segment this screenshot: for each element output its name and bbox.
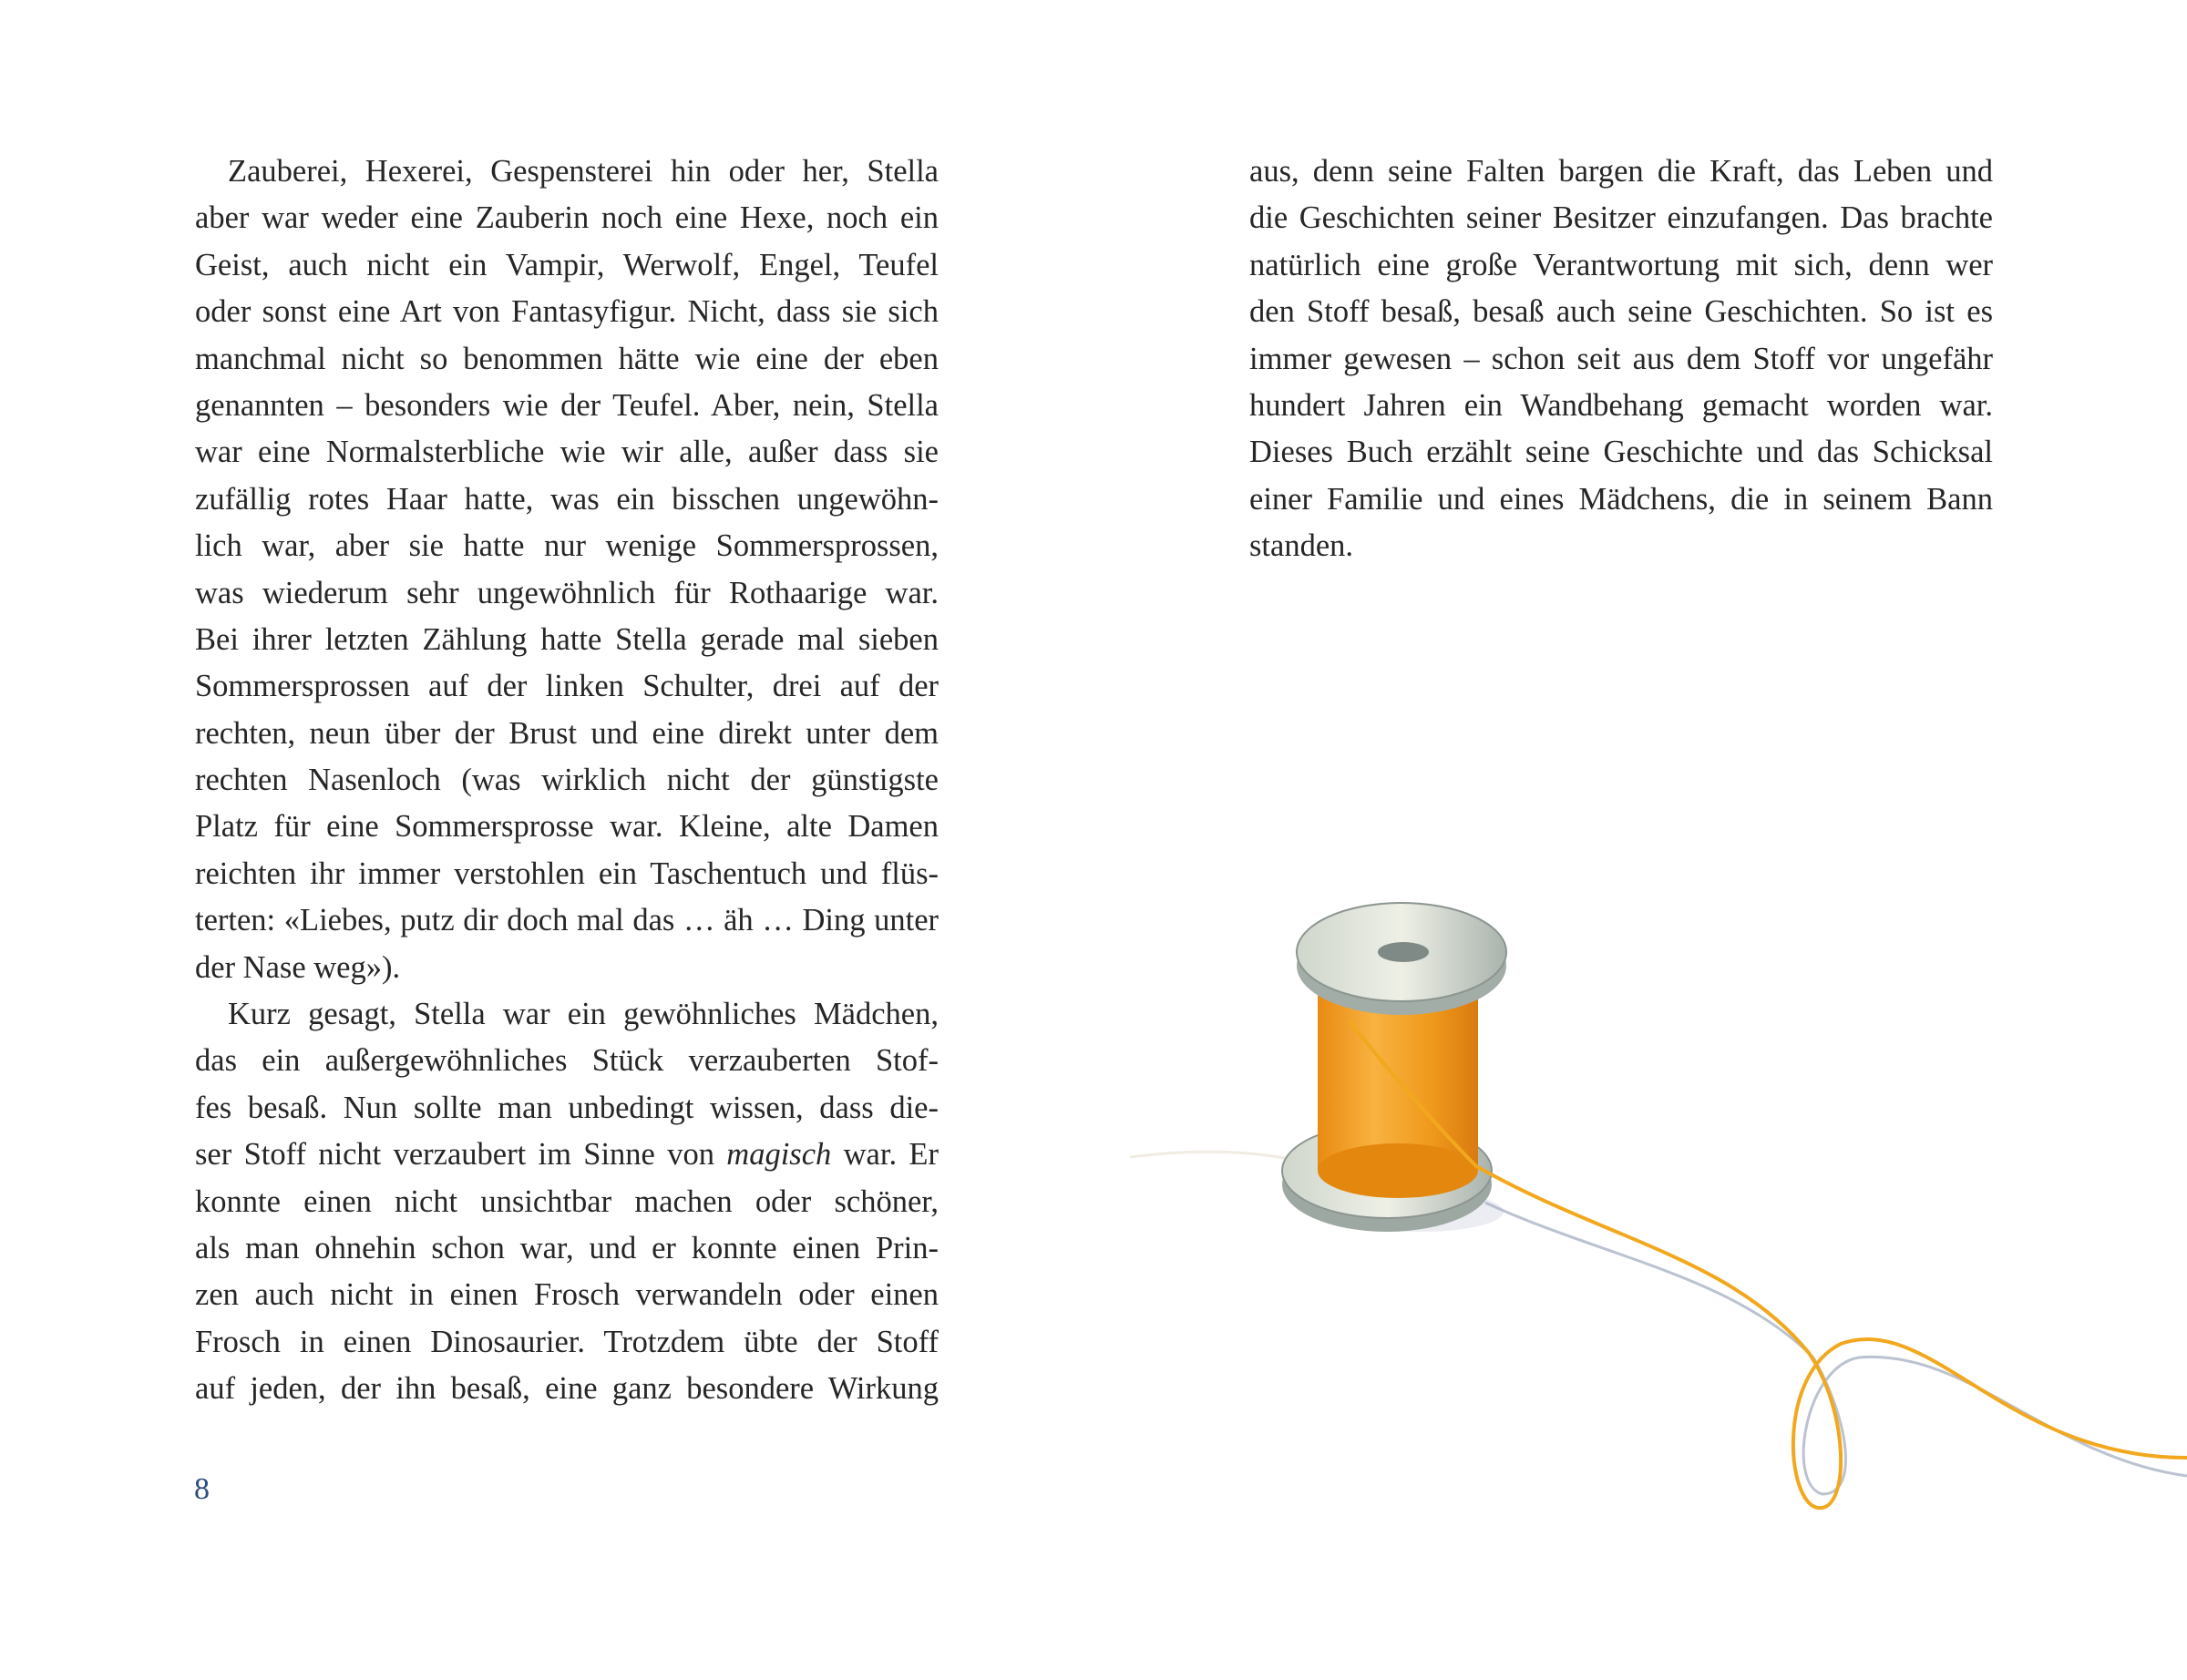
text-line: aus, denn seine Falten bargen die Kraft, das Leben und: [1249, 154, 1993, 189]
text-line: rechten Nasenloch (was wirklich nicht der günstigste: [195, 763, 939, 798]
text-segment: ser Stoff nicht verzaubert im Sinne von: [195, 1137, 727, 1173]
text-line: Dieses Buch erzählt seine Geschichte und das Schicksal: [1249, 435, 1993, 470]
text-line: war eine Normalsterbliche wie wir alle, außer dass sie: [195, 435, 939, 470]
text-line: Kurz gesagt, Stella war ein gewöhnliches Mädchen,: [228, 997, 939, 1032]
text-line: hundert Jahren ein Wandbehang gemacht worden war.: [1249, 387, 1993, 423]
text-line: oder sonst eine Art von Fantasyfigur. Nicht, dass sie sich: [195, 294, 939, 330]
text-line: genannten – besonders wie der Teufel. Aber, nein, Stella: [195, 387, 939, 423]
text-line: manchmal nicht so benommen hätte wie eine der eben: [195, 341, 939, 376]
text-line: immer gewesen – schon seit aus dem Stoff vor ungefähr: [1249, 341, 1993, 376]
text-line: fes besaß. Nun sollte man unbedingt wissen, dass die-: [195, 1090, 939, 1125]
text-line: Geist, auch nicht ein Vampir, Werwolf, Engel, Teufel: [195, 247, 939, 282]
text-line: den Stoff besaß, besaß auch seine Geschichten. So ist es: [1249, 294, 1993, 330]
text-line: standen.: [1249, 528, 1354, 564]
text-line: zen auch nicht in einen Frosch verwandeln oder einen: [195, 1277, 939, 1313]
text-line: konnte einen nicht unsichtbar machen oder schöner,: [195, 1183, 939, 1219]
text-line: Frosch in einen Dinosaurier. Trotzdem übte der Stoff: [195, 1324, 939, 1359]
text-segment: war. Er: [831, 1137, 939, 1173]
left-page-text: [195, 149, 939, 1413]
text-line: was wiederum sehr ungewöhnlich für Rothaarige war.: [195, 575, 939, 610]
text-line: einer Familie und eines Mädchens, die in seinem Bann: [1249, 481, 1993, 517]
text-line: Platz für eine Sommersprosse war. Kleine, alte Damen: [195, 809, 939, 845]
text-line: Zauberei, Hexerei, Gespensterei hin oder her, Stella: [228, 154, 939, 189]
text-line: Bei ihrer letzten Zählung hatte Stella gerade mal sieben: [195, 621, 939, 657]
right-page-text: [1249, 149, 1993, 570]
text-line: auf jeden, der ihn besaß, eine ganz besondere Wirkung: [195, 1371, 939, 1407]
text-line: zufällig rotes Haar hatte, was ein bisschen ungewöhn-: [195, 481, 939, 517]
text-line: Sommersprossen auf der linken Schulter, drei auf der: [195, 669, 939, 704]
text-line: [195, 1132, 939, 1178]
text-line: lich war, aber sie hatte nur wenige Sommersprossen,: [195, 528, 939, 564]
text-line: terten: «Liebes, putz dir doch mal das … äh … Ding unter: [195, 903, 939, 938]
text-line: aber war weder eine Zauberin noch eine Hexe, noch ein: [195, 200, 939, 236]
text-line: der Nase weg»).: [195, 949, 401, 985]
text-line: reichten ihr immer verstohlen ein Taschentuch und flüs-: [195, 855, 939, 891]
italic-word: magisch: [726, 1137, 832, 1173]
text-line: rechten, neun über der Brust und eine direkt unter dem: [195, 715, 939, 751]
thread-spool-icon: [1094, 866, 2187, 1558]
page-number: 8: [194, 1472, 210, 1506]
text-line: natürlich eine große Verantwortung mit sich, denn wer: [1249, 247, 1993, 282]
text-line: als man ohnehin schon war, und er konnte einen Prin-: [195, 1230, 939, 1265]
text-line: das ein außergewöhnliches Stück verzauberten Stof-: [195, 1043, 939, 1079]
text-line: die Geschichten seiner Besitzer einzufangen. Das brachte: [1249, 200, 1993, 236]
